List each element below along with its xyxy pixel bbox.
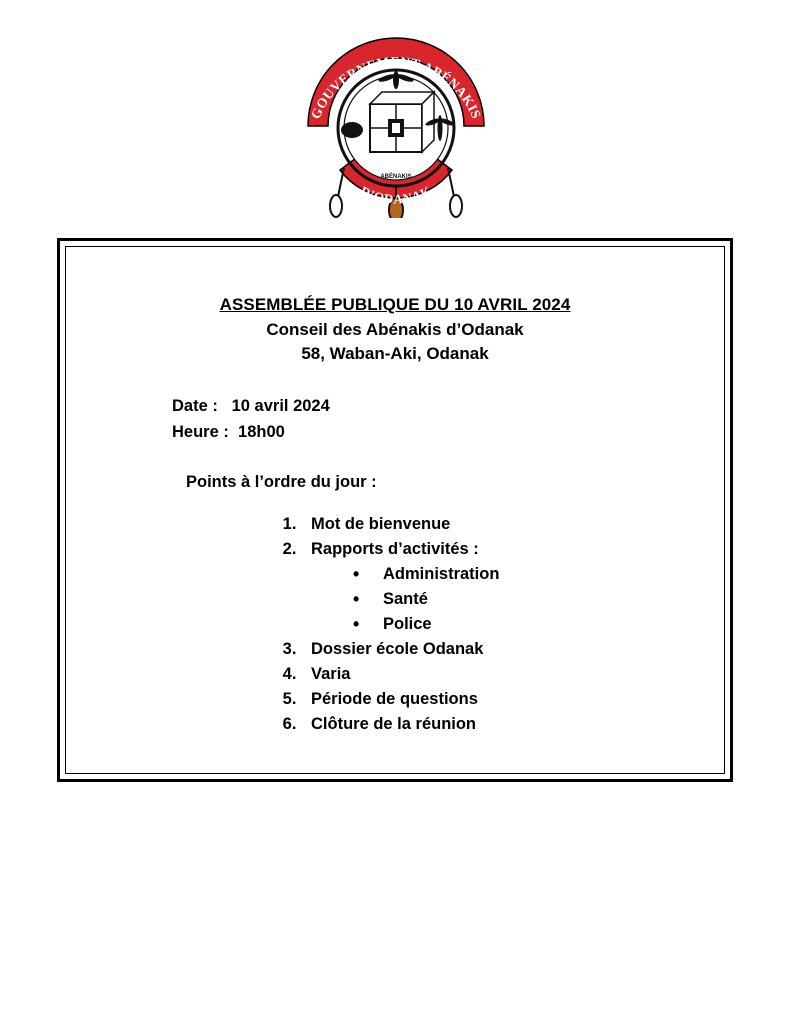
agenda-list (106, 512, 684, 738)
subtitle-line-2: 58, Waban-Aki, Odanak (301, 344, 489, 364)
logo-bear-icon (341, 122, 363, 138)
agenda-subitem-label: Santé (383, 589, 428, 608)
agenda-item-label: Clôture de la réunion (311, 715, 477, 734)
agenda-heading: Points à l’ordre du jour : (186, 472, 377, 491)
date-value: 10 avril 2024 (231, 396, 330, 415)
government-abenakis-odanak-logo (296, 18, 496, 218)
subtitle-line-1: Conseil des Abénakis d’Odanak (266, 319, 524, 339)
meeting-meta (172, 393, 684, 446)
agenda-item (301, 637, 684, 662)
logo-container (0, 0, 791, 218)
time-label: Heure : (172, 423, 229, 442)
agenda-item (301, 687, 684, 712)
agenda-item-label: Varia (311, 665, 351, 684)
agenda-subitem (353, 587, 684, 612)
date-label: Date : (172, 396, 218, 415)
meta-row-time (172, 419, 684, 445)
logo-center-text: ABÉNAKIS (379, 174, 412, 180)
agenda-subitem-label: Police (383, 615, 432, 634)
agenda-item-label: Période de questions (311, 690, 478, 709)
logo-arc-top-text: GOUVERNEMENT ABÉNAKIS (307, 53, 484, 122)
notice-box (57, 238, 733, 782)
agenda-item-label: Dossier école Odanak (311, 640, 484, 659)
agenda-subitem (353, 612, 684, 637)
page-title: ASSEMBLÉE PUBLIQUE DU 10 AVRIL 2024 (219, 295, 571, 314)
meta-row-date (172, 393, 684, 419)
notice-content (65, 246, 725, 774)
time-value: 18h00 (238, 423, 285, 442)
agenda-item-label: Mot de bienvenue (311, 514, 451, 533)
agenda-item (301, 512, 684, 537)
logo-arc-bottom-text: D’ODANAK (357, 182, 434, 207)
agenda-sublist (311, 562, 684, 637)
agenda-subitem-label: Administration (383, 564, 500, 583)
agenda-item-label: Rapports d’activités : (311, 539, 479, 558)
logo-central-emblem (370, 92, 434, 152)
agenda-item (301, 712, 684, 737)
agenda-item (301, 662, 684, 687)
agenda-item (301, 537, 684, 637)
agenda-subitem (353, 562, 684, 587)
